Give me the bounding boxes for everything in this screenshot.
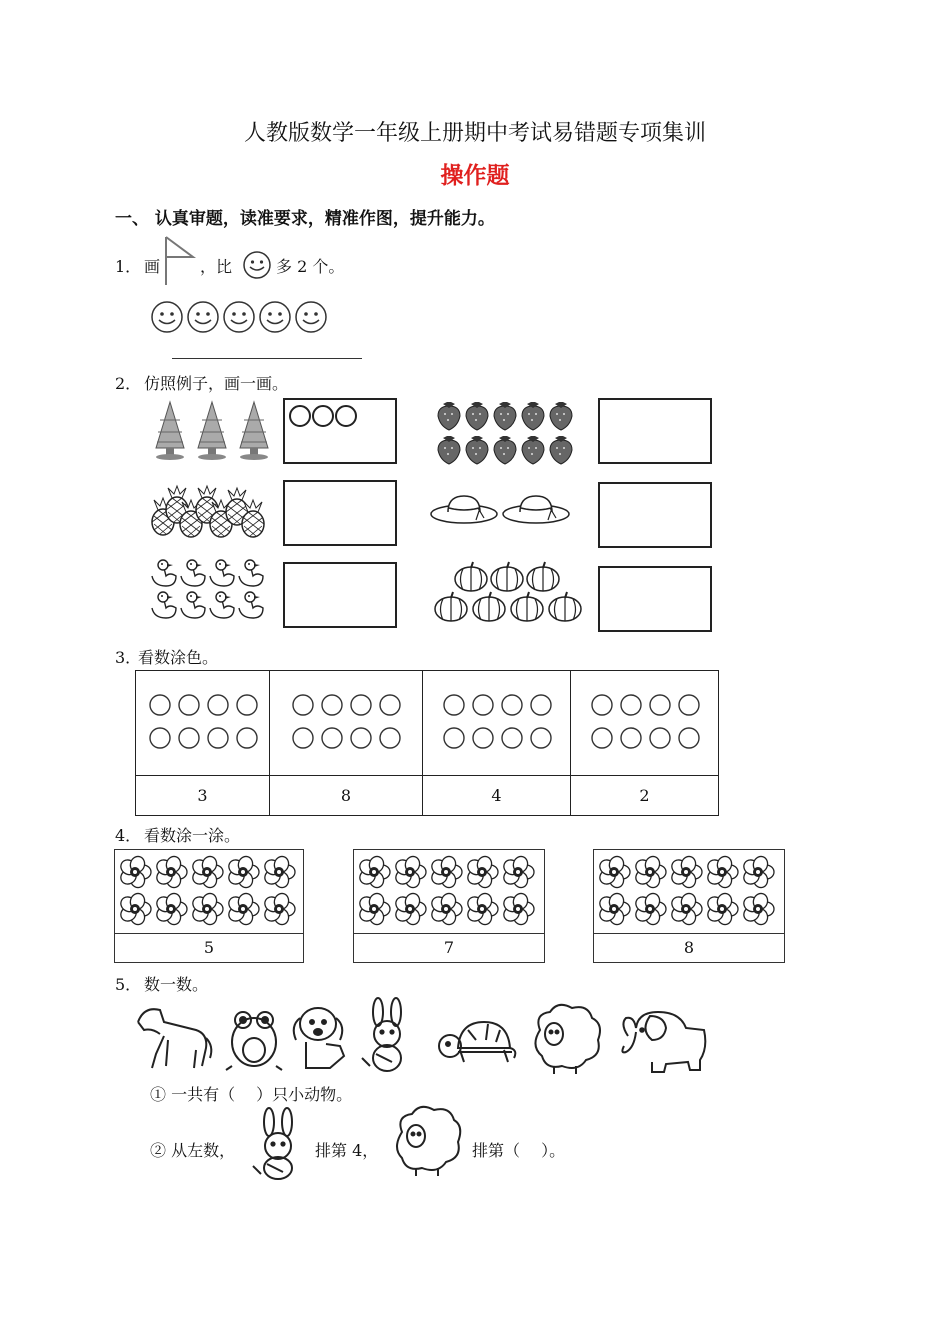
q4-number-label: 5	[115, 933, 303, 962]
q3-circle[interactable]	[351, 728, 371, 748]
q2-instruction: 仿照例子，画一画。	[144, 374, 289, 393]
flower-icon[interactable]	[741, 855, 774, 890]
q5-subquestion-2-part-b: 排第 4，	[315, 1141, 379, 1160]
smiley-icon	[224, 302, 254, 332]
q3-circle[interactable]	[322, 695, 342, 715]
q3-circle[interactable]	[473, 695, 493, 715]
duck-icon	[181, 592, 205, 618]
smiley-icon	[152, 302, 182, 332]
strawberry-icon	[438, 402, 460, 430]
q2-answer-box-pumpkins[interactable]	[598, 566, 712, 632]
q3-circle[interactable]	[679, 728, 699, 748]
q3-circle[interactable]	[351, 695, 371, 715]
strawberry-icon	[522, 436, 544, 464]
q2-answer-box-hats[interactable]	[598, 482, 712, 548]
q3-table	[135, 670, 719, 816]
sheep-icon	[535, 1005, 600, 1074]
pineapple-icon	[242, 500, 264, 537]
hat-group	[430, 490, 575, 530]
rabbit-icon	[362, 998, 401, 1071]
pumpkin-icon	[435, 592, 467, 621]
pumpkin-icon	[527, 562, 559, 591]
flower-icon[interactable]	[705, 855, 738, 890]
q3-circle[interactable]	[444, 728, 464, 748]
christmas-tree-icon	[240, 402, 268, 460]
flower-icon[interactable]	[465, 892, 498, 927]
q3-circle[interactable]	[150, 695, 170, 715]
q3-circle-cell[interactable]	[423, 671, 571, 776]
pumpkin-group	[434, 562, 589, 626]
q3-circle[interactable]	[208, 728, 228, 748]
animal-row	[130, 1000, 715, 1078]
q3-circle-cell[interactable]	[136, 671, 270, 776]
flower-icon[interactable]	[669, 892, 702, 927]
horse-icon	[138, 1009, 211, 1068]
q2-answer-box-pineapples[interactable]	[283, 480, 397, 546]
q3-circle[interactable]	[237, 695, 257, 715]
q5-subquestion-1: ① 一共有（ ）只小动物。	[150, 1085, 353, 1104]
strawberry-icon	[550, 402, 572, 430]
smiley-icon	[188, 302, 218, 332]
q4-flower-box[interactable]	[593, 849, 785, 963]
q4-instruction: 看数涂一涂。	[144, 826, 241, 845]
q4-flower-box[interactable]	[114, 849, 304, 963]
flower-icon[interactable]	[465, 855, 498, 890]
q3-circle[interactable]	[293, 728, 313, 748]
example-circles	[285, 400, 395, 440]
q4-number-label: 7	[354, 933, 544, 962]
q3-circle-cell[interactable]	[571, 671, 719, 776]
q3-circle[interactable]	[531, 695, 551, 715]
turtle-icon	[439, 1022, 515, 1062]
flower-icon[interactable]	[357, 855, 390, 890]
flower-icon[interactable]	[633, 892, 666, 927]
flower-icon[interactable]	[705, 892, 738, 927]
flower-icon[interactable]	[597, 855, 630, 890]
flower-icon[interactable]	[262, 855, 295, 890]
flower-icon[interactable]	[154, 855, 187, 890]
q3-circle[interactable]	[179, 728, 199, 748]
hat-icon	[503, 496, 569, 523]
q1-number: 1．	[115, 257, 142, 276]
q3-circles	[148, 691, 258, 751]
flower-icon[interactable]	[154, 892, 187, 927]
flower-icon[interactable]	[118, 892, 151, 927]
q3-number-cell: 8	[270, 776, 423, 816]
q3-circle[interactable]	[592, 728, 612, 748]
q3-circle[interactable]	[502, 695, 522, 715]
q4-flower-box[interactable]	[353, 849, 545, 963]
q2-answer-box-ducks[interactable]	[283, 562, 397, 628]
duck-icon	[181, 560, 205, 586]
q3-circles	[442, 691, 552, 751]
dog-icon	[294, 1008, 344, 1068]
strawberry-icon	[494, 436, 516, 464]
flower-icon[interactable]	[226, 892, 259, 927]
q3-circle[interactable]	[650, 728, 670, 748]
q1-answer-line[interactable]	[172, 358, 362, 359]
christmas-tree-icon	[156, 402, 184, 460]
q2-answer-box-strawberries[interactable]	[598, 398, 712, 464]
pumpkin-icon	[511, 592, 543, 621]
q3-number-cell: 4	[423, 776, 571, 816]
q1-text-more: 多 2 个。	[276, 257, 345, 276]
christmas-tree-icon	[198, 402, 226, 460]
pumpkin-icon	[491, 562, 523, 591]
q4-number-label: 8	[594, 933, 784, 962]
duck-icon	[152, 560, 176, 586]
flag-icon	[163, 235, 197, 287]
flower-icon[interactable]	[262, 892, 295, 927]
strawberry-icon	[466, 402, 488, 430]
q3-circle[interactable]	[237, 728, 257, 748]
q3-circles	[291, 691, 401, 751]
rabbit-icon	[245, 1108, 309, 1180]
section-heading: 一、 认真审题，读准要求，精准作图，提升能力。	[115, 209, 495, 229]
q3-circle[interactable]	[208, 695, 228, 715]
q1-smiley-row	[150, 300, 330, 336]
flower-icon[interactable]	[226, 855, 259, 890]
flower-icon[interactable]	[118, 855, 151, 890]
strawberry-icon	[466, 436, 488, 464]
q5-instruction: 数一数。	[144, 975, 209, 994]
duck-icon	[239, 560, 263, 586]
pineapple-group	[150, 484, 265, 540]
flower-icon[interactable]	[633, 855, 666, 890]
q1-text-compare: ，比	[200, 257, 233, 276]
q3-circle[interactable]	[621, 695, 641, 715]
q3-circle[interactable]	[380, 695, 400, 715]
duck-icon	[210, 592, 234, 618]
flower-icon[interactable]	[357, 892, 390, 927]
q3-circle-cell[interactable]	[270, 671, 423, 776]
flower-icon[interactable]	[501, 855, 534, 890]
strawberry-icon	[494, 402, 516, 430]
duck-icon	[239, 592, 263, 618]
frog-icon	[226, 1012, 282, 1070]
pumpkin-icon	[549, 592, 581, 621]
flower-icon[interactable]	[501, 892, 534, 927]
q2-number: 2．	[115, 374, 142, 393]
q3-circle[interactable]	[502, 728, 522, 748]
q3-circle[interactable]	[179, 695, 199, 715]
smiley-icon	[242, 250, 272, 280]
flower-icon[interactable]	[429, 855, 462, 890]
flower-group	[354, 850, 544, 934]
q3-circles	[590, 691, 700, 751]
duck-icon	[210, 560, 234, 586]
q3-instruction: 看数涂色。	[138, 648, 219, 667]
q2-answer-box-trees[interactable]	[283, 398, 397, 464]
flower-icon[interactable]	[741, 892, 774, 927]
flower-icon[interactable]	[393, 892, 426, 927]
flower-icon[interactable]	[190, 892, 223, 927]
strawberry-icon	[550, 436, 572, 464]
q3-circle[interactable]	[650, 695, 670, 715]
strawberry-icon	[522, 402, 544, 430]
q3-circle[interactable]	[444, 695, 464, 715]
q5-subquestion-2-part-c: 排第（ ）。	[472, 1141, 566, 1160]
flower-icon[interactable]	[669, 855, 702, 890]
q3-circle[interactable]	[531, 728, 551, 748]
q3-circle[interactable]	[150, 728, 170, 748]
hat-icon	[431, 496, 497, 523]
sheep-icon	[390, 1104, 462, 1180]
pumpkin-icon	[455, 562, 487, 591]
strawberry-group	[436, 400, 576, 464]
duck-icon	[152, 592, 176, 618]
flower-group	[115, 850, 303, 934]
pumpkin-icon	[473, 592, 505, 621]
q3-number-cell: 3	[136, 776, 270, 816]
smiley-icon	[296, 302, 326, 332]
flower-icon[interactable]	[597, 892, 630, 927]
q3-number: 3．	[115, 648, 142, 667]
christmas-tree-group	[150, 400, 275, 462]
q3-circle[interactable]	[322, 728, 342, 748]
q3-circle[interactable]	[473, 728, 493, 748]
q3-number-cell: 2	[571, 776, 719, 816]
page-subtitle: 操作题	[440, 163, 510, 189]
strawberry-icon	[438, 436, 460, 464]
q5-number: 5．	[115, 975, 142, 994]
q3-circle[interactable]	[679, 695, 699, 715]
elephant-icon	[622, 1012, 705, 1072]
q1-text-draw: 画	[144, 257, 161, 276]
flower-icon[interactable]	[429, 892, 462, 927]
q4-number: 4．	[115, 826, 142, 845]
flower-icon[interactable]	[393, 855, 426, 890]
page-title: 人教版数学一年级上册期中考试易错题专项集训	[243, 121, 706, 146]
flower-icon[interactable]	[190, 855, 223, 890]
duck-group	[150, 558, 272, 622]
q3-circle[interactable]	[592, 695, 612, 715]
smiley-icon	[260, 302, 290, 332]
q3-circle[interactable]	[380, 728, 400, 748]
q3-circle[interactable]	[621, 728, 641, 748]
q5-subquestion-2-part-a: ② 从左数，	[150, 1141, 236, 1160]
flower-group	[594, 850, 784, 934]
q3-circle[interactable]	[293, 695, 313, 715]
